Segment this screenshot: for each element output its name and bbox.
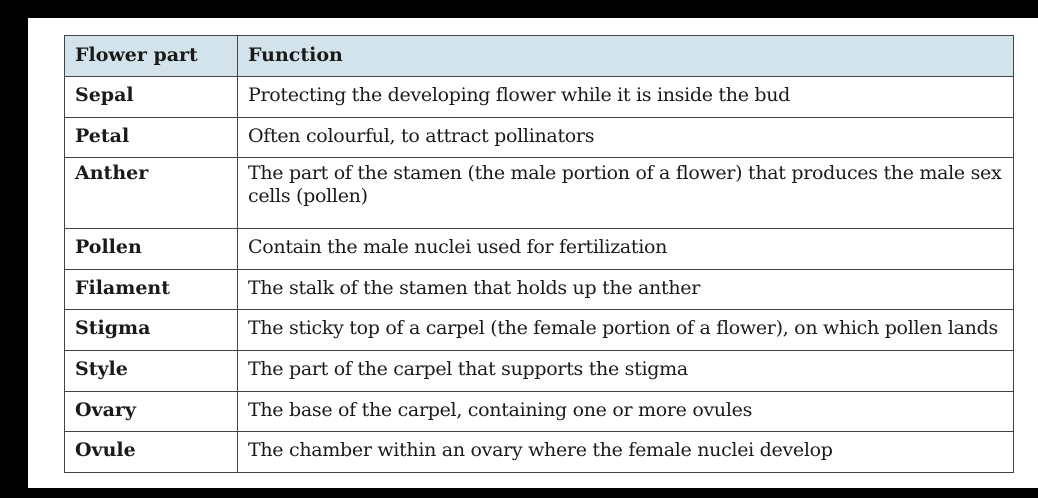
table-row	[65, 391, 1014, 432]
part-cell: Anther	[65, 158, 238, 229]
table-header	[65, 36, 1014, 77]
flower-parts-table	[64, 35, 1014, 473]
function-cell: Contain the male nuclei used for fertilization	[238, 229, 1014, 270]
table-row	[65, 229, 1014, 270]
header-row	[65, 36, 1014, 77]
part-cell: Style	[65, 350, 238, 391]
table-row	[65, 310, 1014, 351]
function-cell: The stalk of the stamen that holds up the anther	[238, 269, 1014, 310]
column-header-function: Function	[238, 36, 1014, 77]
table-row	[65, 269, 1014, 310]
column-header-flower-part: Flower part	[65, 36, 238, 77]
table-row	[65, 77, 1014, 118]
table-row	[65, 158, 1014, 229]
part-cell: Sepal	[65, 77, 238, 118]
function-cell: The base of the carpel, containing one or more ovules	[238, 391, 1014, 432]
document-page	[28, 18, 1038, 488]
table-row	[65, 432, 1014, 473]
function-cell: The chamber within an ovary where the female nuclei develop	[238, 432, 1014, 473]
part-cell: Ovary	[65, 391, 238, 432]
part-cell: Filament	[65, 269, 238, 310]
part-cell: Stigma	[65, 310, 238, 351]
function-cell: Protecting the developing flower while it is inside the bud	[238, 77, 1014, 118]
function-cell: Often colourful, to attract pollinators	[238, 117, 1014, 158]
part-cell: Pollen	[65, 229, 238, 270]
function-cell: The part of the carpel that supports the stigma	[238, 350, 1014, 391]
table-row	[65, 350, 1014, 391]
table-body	[65, 77, 1014, 473]
function-cell: The part of the stamen (the male portion of a flower) that produces the male sex cells (pollen)	[238, 158, 1014, 229]
part-cell: Ovule	[65, 432, 238, 473]
function-cell: The sticky top of a carpel (the female portion of a flower), on which pollen lands	[238, 310, 1014, 351]
part-cell: Petal	[65, 117, 238, 158]
table-row	[65, 117, 1014, 158]
